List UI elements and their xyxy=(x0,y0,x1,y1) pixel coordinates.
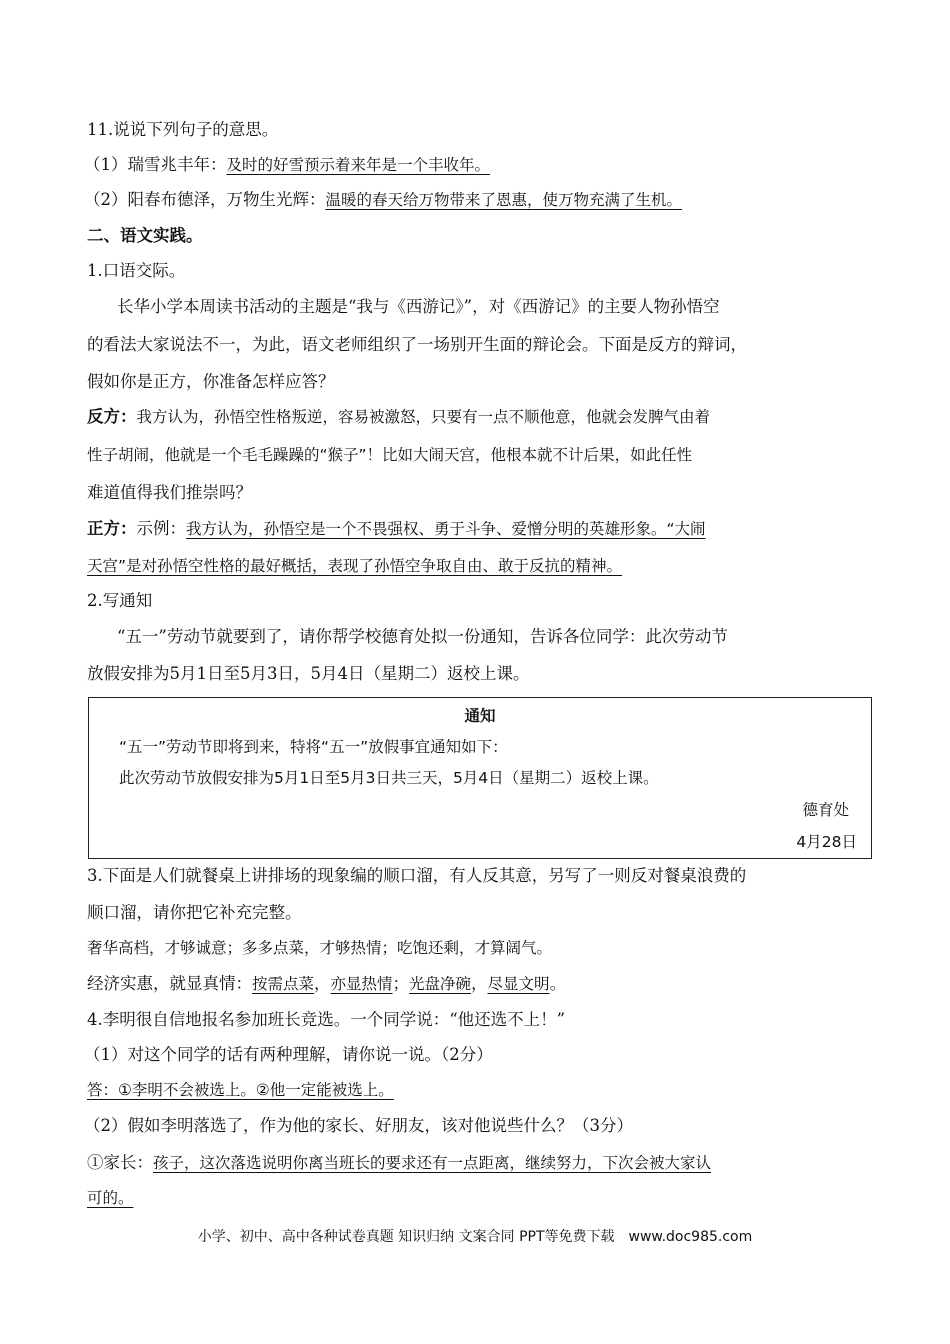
q11-item-1-answer: 及时的好雪预示着来年是一个丰收年。 xyxy=(226,156,491,174)
q11-item-1-question: （1）瑞雪兆丰年： xyxy=(84,155,227,174)
notice-line-1: “五一”劳动节即将到来，特将“五一”放假事宜通知如下： xyxy=(119,738,508,756)
pro-text-1: 我方认为，孙悟空是一个不畏强权、勇于斗争、爱憎分明的英雄形象。“大闹 xyxy=(186,520,706,538)
pro-label: 正方： xyxy=(87,519,137,538)
p3-comma-2: ， xyxy=(471,974,488,993)
p3-answer-4: 尽显文明 xyxy=(487,975,550,993)
p1-pro-1 xyxy=(87,517,862,541)
p3-title-1: 3.下面是人们就餐桌上讲排场的现象编的顺口溜，有人反其意，另写了一则反对餐桌浪费的 xyxy=(87,866,747,885)
p3-line-2 xyxy=(87,972,862,996)
p1-con-2: 性子胡闹，他就是一个毛毛躁躁的“猴子”！比如大闹天宫，他根本就不计后果，如此任性 xyxy=(87,446,693,464)
p4-title: 4.李明很自信地报名参加班长竞选。一个同学说：“他还选不上！” xyxy=(87,1010,566,1029)
p3-answer-2: 亦显热情 xyxy=(330,975,393,993)
p4-answer-1: 答：①李明不会被选上。②他一定能被选上。 xyxy=(87,1081,394,1099)
p3-comma-1: ， xyxy=(314,974,331,993)
p1-intro-2: 的看法大家说法不一，为此，语文老师组织了一场别开生面的辩论会。下面是反方的辩词， xyxy=(87,335,747,354)
notice-date: 4月28日 xyxy=(796,833,857,851)
p3-line-2-prefix: 经济实惠，就显真情： xyxy=(87,974,252,993)
q11-item-2-question: （2）阳春布德泽，万物生光辉： xyxy=(84,190,326,209)
p3-title-2: 顺口溜，请你把它补充完整。 xyxy=(87,903,302,922)
p2-intro-2: 放假安排为5月1日至5月3日，5月4日（星期二）返校上课。 xyxy=(87,664,530,683)
p2-title: 2.写通知 xyxy=(87,591,153,610)
p4-parent-2 xyxy=(87,1186,862,1210)
p3-semicolon: ； xyxy=(392,974,410,993)
footer-text: 小学、初中、高中各种试卷真题 知识归纳 文案合同 PPT等免费下载 xyxy=(197,1229,615,1245)
notice-title: 通知 xyxy=(464,706,496,725)
p4-sub-1: （1）对这个同学的话有两种理解，请你说一说。（2分） xyxy=(84,1045,493,1064)
p1-con-1 xyxy=(87,405,862,429)
section-2-title: 二、语文实践。 xyxy=(87,226,203,245)
q11-item-2 xyxy=(84,188,862,212)
p2-intro-1: “五一”劳动节就要到了，请你帮学校德育处拟一份通知，告诉各位同学：此次劳动节 xyxy=(117,627,728,646)
pro-text-2: 天宫”是对孙悟空性格的最好概括，表现了孙悟空争取自由、敢于反抗的精神。 xyxy=(87,557,623,575)
p3-period: 。 xyxy=(549,974,567,993)
pro-prefix: 示例： xyxy=(136,519,186,538)
parent-text-1: 孩子，这次落选说明你离当班长的要求还有一点距离，继续努力，下次会被大家认 xyxy=(153,1154,712,1172)
notice-sign: 德育处 xyxy=(802,801,849,819)
p1-title: 1.口语交际。 xyxy=(87,261,186,280)
p1-con-3: 难道值得我们推崇吗？ xyxy=(87,483,252,502)
notice-box xyxy=(88,697,872,859)
p1-intro-3: 假如你是正方，你准备怎样应答？ xyxy=(87,372,335,391)
parent-label: ①家长： xyxy=(87,1153,153,1172)
p4-answer-1-line xyxy=(87,1078,862,1102)
p4-parent-1 xyxy=(87,1151,862,1175)
p3-answer-1: 按需点菜 xyxy=(252,975,315,993)
q11-item-2-answer: 温暖的春天给万物带来了恩惠，使万物充满了生机。 xyxy=(325,191,683,209)
con-text-1: 我方认为，孙悟空性格叛逆，容易被激怒，只要有一点不顺他意，他就会发脾气由着 xyxy=(136,408,711,426)
p4-sub-2: （2）假如李明落选了，作为他的家长、好朋友，该对他说些什么？（3分） xyxy=(84,1116,633,1135)
p3-answer-3: 光盘净碗 xyxy=(409,975,472,993)
q11-item-1 xyxy=(84,153,862,177)
q11-title: 11.说说下列句子的意思。 xyxy=(87,120,279,139)
p3-line-1: 奢华高档，才够诚意；多多点菜，才够热情；吃饱还剩，才算阔气。 xyxy=(87,939,553,957)
page-footer xyxy=(0,1226,950,1246)
parent-text-2: 可的。 xyxy=(87,1189,134,1207)
p1-pro-2 xyxy=(87,554,862,578)
notice-line-2: 此次劳动节放假安排为5月1日至5月3日共三天，5月4日（星期二）返校上课。 xyxy=(119,769,659,787)
con-label: 反方： xyxy=(87,407,137,426)
p1-intro-1: 长华小学本周读书活动的主题是“我与《西游记》”，对《西游记》的主要人物孙悟空 xyxy=(117,297,720,316)
footer-url[interactable]: www.doc985.com xyxy=(628,1229,753,1245)
